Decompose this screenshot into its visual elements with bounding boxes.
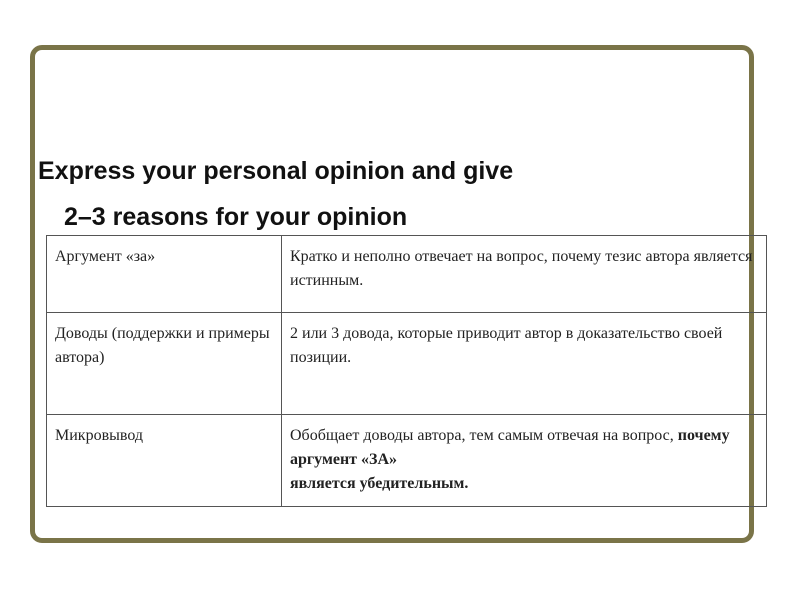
heading-line-1: Express your personal opinion and give bbox=[38, 157, 514, 185]
description-bold-1: почему аргумент «ЗА» bbox=[290, 427, 730, 468]
term-cell: Доводы (поддержки и примеры автора) bbox=[47, 313, 282, 415]
description-cell: Кратко и неполно отвечает на вопрос, почему тезис автора является истинным. bbox=[282, 236, 767, 313]
table-row bbox=[47, 415, 767, 507]
description-bold-2: является убедительным. bbox=[290, 475, 469, 492]
slide-heading bbox=[38, 148, 738, 240]
argument-table bbox=[46, 235, 767, 507]
description-cell bbox=[282, 415, 767, 507]
description-cell: 2 или 3 довода, которые приводит автор в доказательство своей позиции. bbox=[282, 313, 767, 415]
heading-line-2: 2–3 reasons for your opinion bbox=[64, 203, 408, 231]
term-cell: Аргумент «за» bbox=[47, 236, 282, 313]
term-cell: Микровывод bbox=[47, 415, 282, 507]
table-row bbox=[47, 236, 767, 313]
table-row bbox=[47, 313, 767, 415]
description-plain: Обобщает доводы автора, тем самым отвечая на вопрос, bbox=[290, 427, 678, 444]
